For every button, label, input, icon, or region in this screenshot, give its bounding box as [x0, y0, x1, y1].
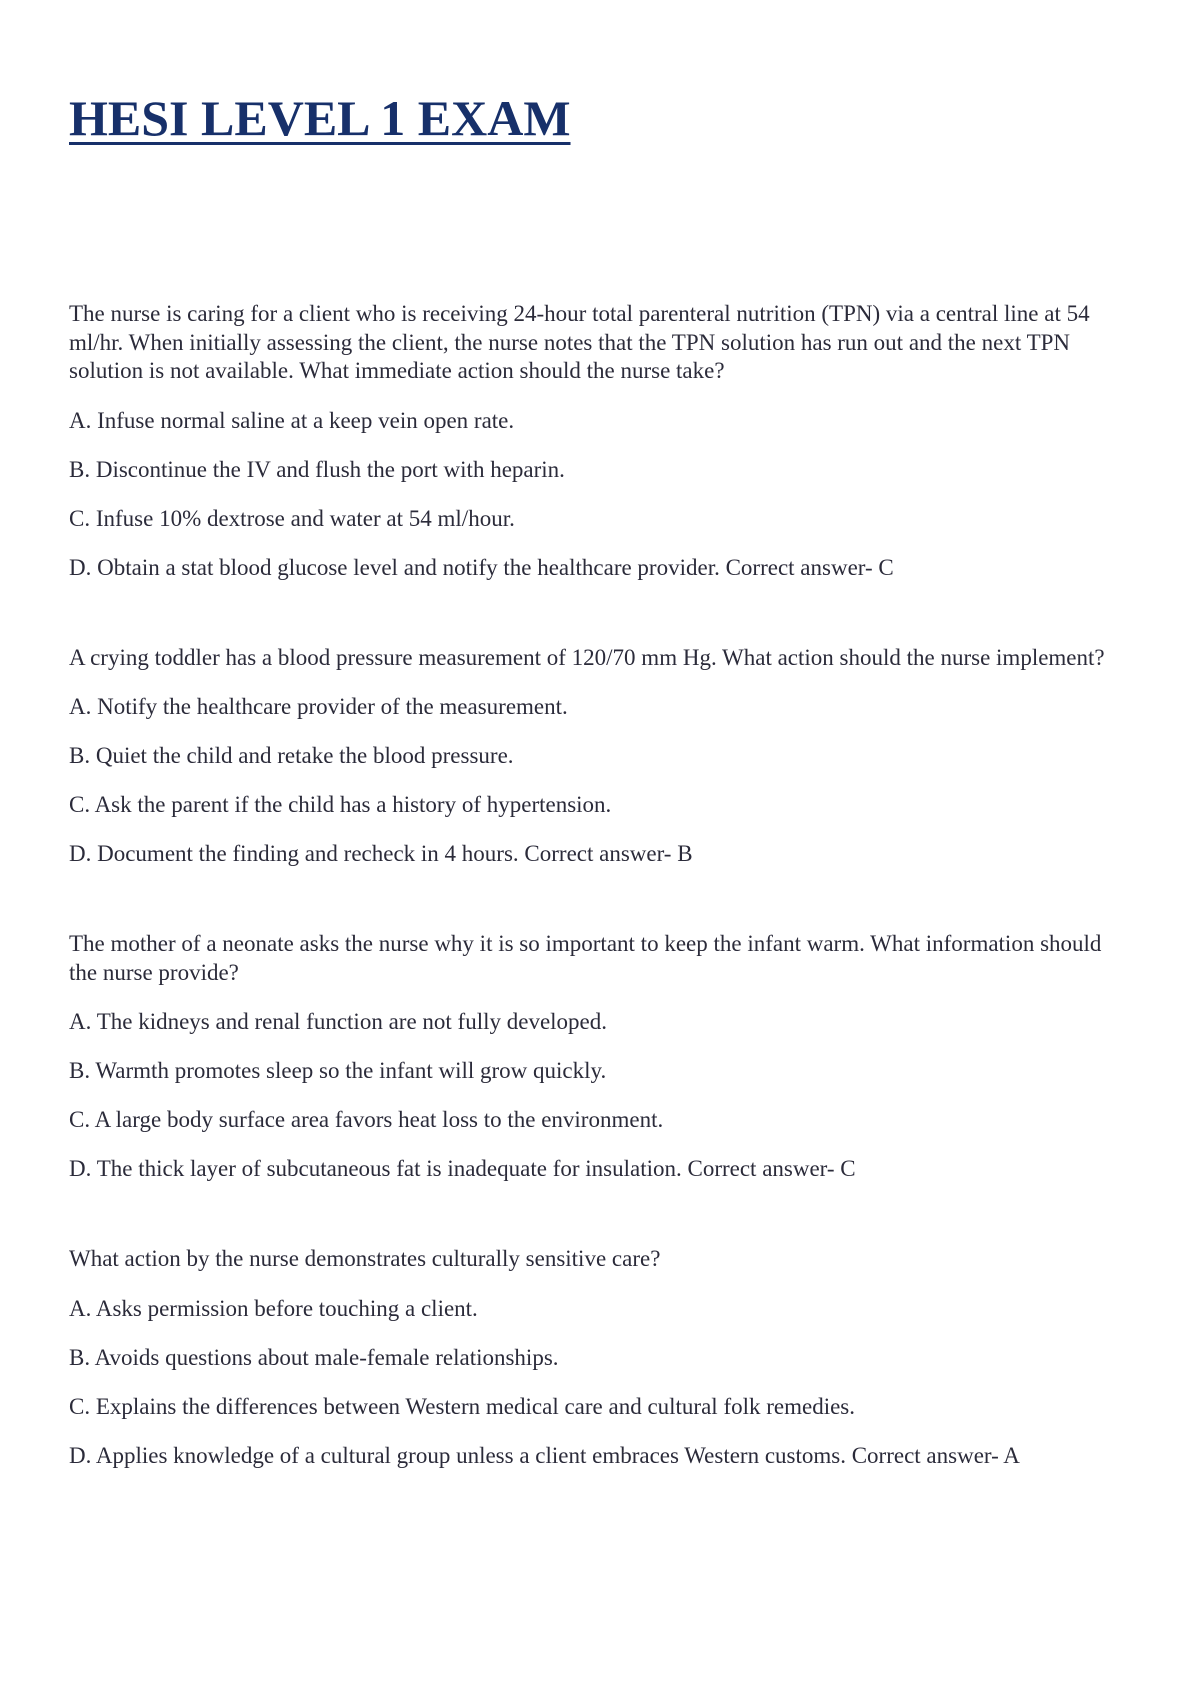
question-1 — [69, 300, 1119, 582]
answer-option-a: A. Asks permission before touching a client. — [69, 1295, 478, 1321]
answer-option-c: C. A large body surface area favors heat loss to the environment. — [69, 1107, 664, 1132]
question-stem: What action by the nurse demonstrates culturally sensitive care? — [69, 1246, 661, 1271]
question-4 — [69, 1245, 1119, 1470]
answer-option-d: D. Applies knowledge of a cultural group unless a client embraces Western customs. Correct answer- A — [69, 1442, 1020, 1468]
answer-option-c: C. Infuse 10% dextrose and water at 54 ml/hour. — [69, 505, 515, 531]
answer-option-b: B. Avoids questions about male-female relationships. — [69, 1344, 559, 1370]
answer-option-d: D. The thick layer of subcutaneous fat is inadequate for insulation. Correct answer- C — [69, 1156, 856, 1181]
question-stem: The mother of a neonate asks the nurse why it is so important to keep the infant warm. What information should the nurse provide? — [69, 931, 1102, 985]
question-2 — [69, 644, 1119, 869]
page-title: HESI LEVEL 1 EXAM — [69, 90, 571, 146]
answer-option-a: A. The kidneys and renal function are not fully developed. — [69, 1009, 607, 1034]
answer-option-d: D. Document the finding and recheck in 4 hours. Correct answer- B — [69, 841, 693, 866]
question-stem: A crying toddler has a blood pressure measurement of 120/70 mm Hg. What action should the nurse implement? — [69, 644, 1105, 670]
answer-option-a: A. Notify the healthcare provider of the measurement. — [69, 694, 568, 719]
answer-option-b: B. Quiet the child and retake the blood pressure. — [69, 743, 514, 768]
answer-option-c: C. Ask the parent if the child has a history of hypertension. — [69, 792, 612, 817]
answer-option-c: C. Explains the differences between Western medical care and cultural folk remedies. — [69, 1393, 856, 1419]
answer-option-d: D. Obtain a stat blood glucose level and notify the healthcare provider. Correct answer- C — [69, 554, 894, 580]
answer-option-a: A. Infuse normal saline at a keep vein open rate. — [69, 407, 515, 433]
answer-option-b: B. Discontinue the IV and flush the port with heparin. — [69, 456, 565, 482]
answer-option-b: B. Warmth promotes sleep so the infant will grow quickly. — [69, 1058, 607, 1083]
question-stem: The nurse is caring for a client who is receiving 24-hour total parenteral nutrition (TPN) via a central line at 54 ml/hr. When initially assessing the client, the nurse notes that the TPN solution has run out and the next TPN solution is not available. What immediate action should the nurse take? — [69, 301, 1090, 383]
question-list — [69, 300, 1119, 1532]
question-3 — [69, 930, 1119, 1183]
